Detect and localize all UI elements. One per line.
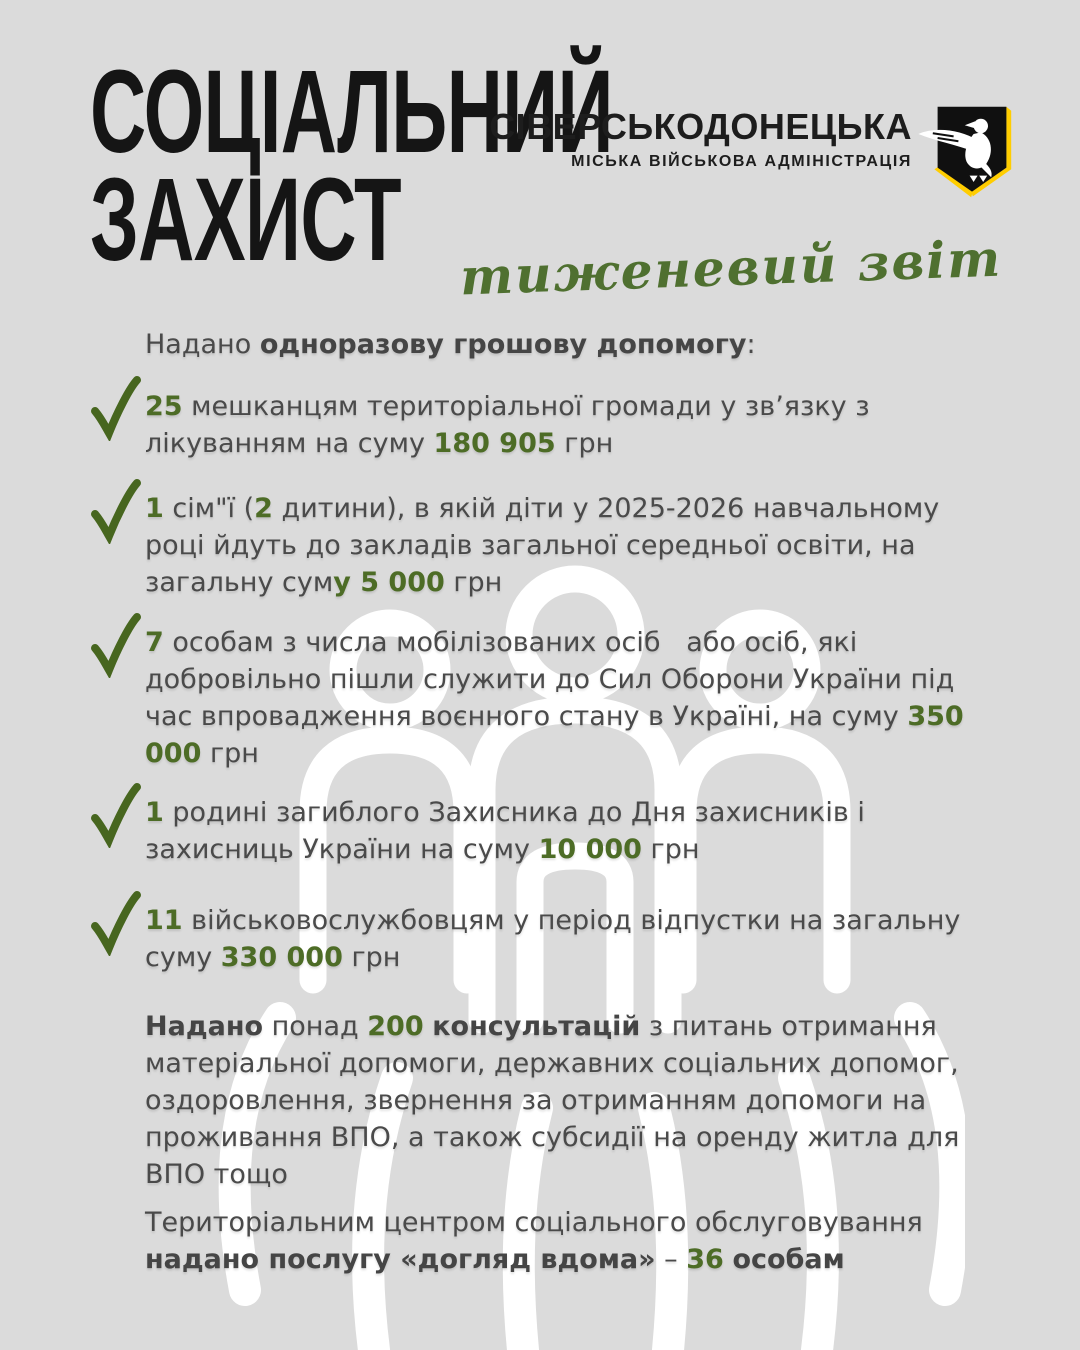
text-segment: особам xyxy=(732,1244,845,1275)
text-segment: грн xyxy=(555,428,614,459)
text-segment: 25 xyxy=(145,391,183,422)
text-segment: грн xyxy=(201,738,259,769)
text-segment: військовослужбовцям у період відпустки на загальну суму xyxy=(145,905,969,973)
paragraph-consultations xyxy=(145,1008,995,1193)
handwritten-note: тиженевий звіт xyxy=(458,228,1003,307)
checkmark-icon xyxy=(88,478,142,544)
bullet-text-fallen-defender-family-aid xyxy=(145,794,995,868)
text-segment: дитини), в якій діти у 2025-2026 навчальному році йдуть до закладів загальної середньої освіти, на загальну сум xyxy=(145,493,948,598)
text-segment: родині загиблого Захисника до Дня захисників і захисниць України на суму xyxy=(145,797,874,865)
text-segment: консультацій xyxy=(432,1011,641,1042)
text-segment: понад xyxy=(263,1011,368,1042)
text-segment: : xyxy=(746,329,756,360)
checkmark-icon xyxy=(88,890,142,956)
bullet-text-school-children-aid xyxy=(145,490,995,601)
checkmark-icon xyxy=(88,612,142,678)
text-segment: у 5 000 xyxy=(333,567,445,598)
checkmark-icon xyxy=(88,375,142,441)
text-segment: Надано xyxy=(145,1011,264,1042)
text-segment: грн xyxy=(444,567,503,598)
organization-name: СІВЕРСЬКОДОНЕЦЬКА xyxy=(489,106,912,147)
text-segment: 350 000 xyxy=(145,701,974,769)
text-segment: особам з числа мобілізованих осіб або осіб, які добровільно пішли служити до Сил Оборони України під час впровадження воєнного стану в Україні, на суму xyxy=(145,627,963,732)
text-segment: 180 905 xyxy=(433,428,556,459)
organization-subtitle: МІСЬКА ВІЙСЬКОВА АДМІНІСТРАЦІЯ xyxy=(571,153,912,170)
text-segment: – xyxy=(655,1244,687,1275)
text-segment: грн xyxy=(641,834,700,865)
page-title-line1: СОЦІАЛЬНИЙ xyxy=(90,46,613,178)
text-segment: мешканцям територіальної громади у зв’язку з лікуванням на суму xyxy=(145,391,879,459)
text-segment: з питань отримання матеріальної допомоги, державних соціальних допомог, оздоровлення, звернення за отриманням допомоги на проживання ВПО, а також субсидії на оренду житла для ВПО тощо xyxy=(145,1011,968,1190)
text-segment: Територіальним центром соціального обслуговування xyxy=(145,1207,932,1238)
administration-logo-text xyxy=(489,100,912,171)
text-segment: 7 xyxy=(145,627,164,658)
administration-logo xyxy=(489,100,1016,200)
paragraph-home-care-service xyxy=(145,1204,995,1278)
text-segment: грн xyxy=(342,942,401,973)
page-title-line2: ЗАХИСТ xyxy=(90,154,401,286)
text-segment: 36 xyxy=(686,1244,724,1275)
text-segment: 200 xyxy=(367,1011,424,1042)
text-segment: Надано xyxy=(145,329,260,360)
text-segment: 10 000 xyxy=(538,834,642,865)
text-segment xyxy=(424,1011,433,1042)
bullet-text-treatment-aid xyxy=(145,388,995,462)
text-segment: 330 000 xyxy=(220,942,343,973)
text-segment: 1 xyxy=(145,493,164,524)
bullet-text-servicemen-leave-aid xyxy=(145,902,995,976)
text-segment: 11 xyxy=(145,905,183,936)
text-segment: 1 xyxy=(145,797,164,828)
text-segment: 2 xyxy=(254,493,273,524)
text-segment: надано послугу «догляд вдома» xyxy=(145,1244,656,1275)
checkmark-icon xyxy=(88,782,142,848)
text-segment: одноразову грошову допомогу xyxy=(259,329,747,360)
bullet-text-mobilized-aid xyxy=(145,624,995,772)
intro-line xyxy=(145,326,995,363)
text-segment: сім"ї ( xyxy=(163,493,255,524)
dove-shield-icon xyxy=(928,100,1016,200)
